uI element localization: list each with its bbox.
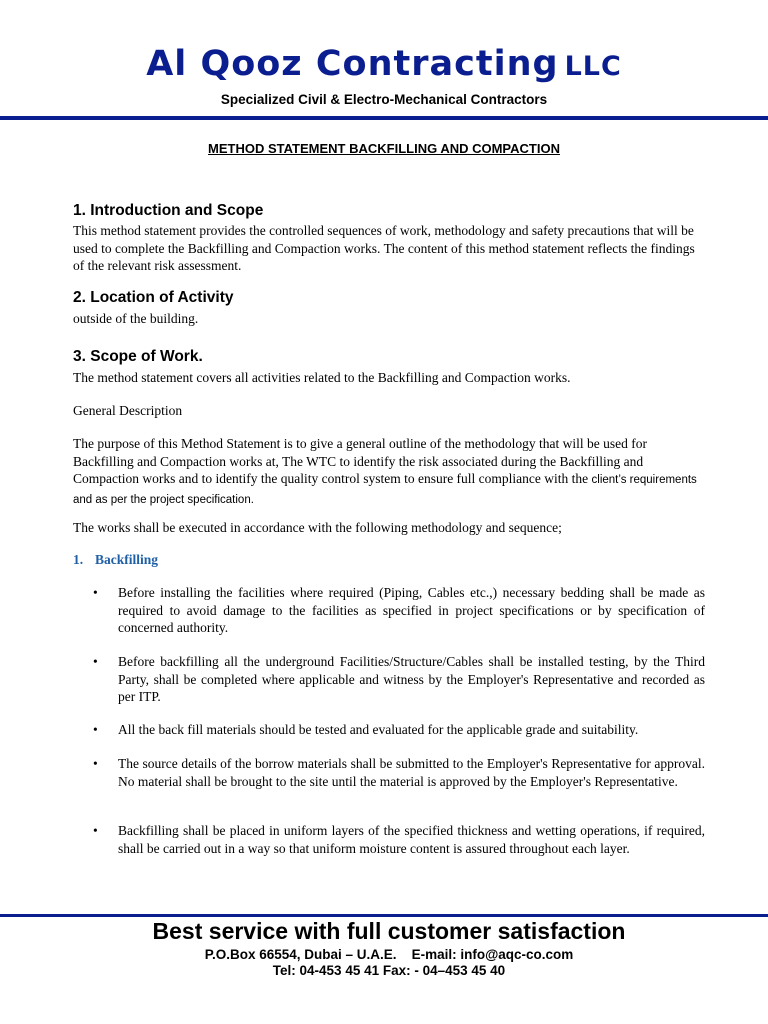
- header-divider: [0, 116, 768, 120]
- company-suffix: LLC: [564, 51, 622, 82]
- list-item: [73, 584, 705, 637]
- section-body-intro: This method statement provides the controlled sequences of work, methodology and safety precautions that will be used to complete the Backfilling and Compaction works. The content of this method statement reflects the findings of the relevant risk assessment.: [73, 223, 695, 273]
- list-item: [73, 721, 705, 739]
- list-item: [73, 653, 705, 706]
- footer-contact: Tel: 04-453 45 41 Fax: - 04–453 45 40: [272, 963, 506, 978]
- section-heading-scope: 3. Scope of Work.: [73, 348, 203, 365]
- section-body-scope: The method statement covers all activities related to the Backfilling and Compaction works.: [73, 370, 571, 385]
- list-item-text: Before backfilling all the underground Facilities/Structure/Cables shall be installed testing, by the Third Party, shall be completed where applicable and witness by the Employer's Representative and recorded as per ITP.: [118, 654, 705, 704]
- purpose-paragraph: [73, 435, 705, 509]
- sequence-paragraph: The works shall be executed in accordance with the following methodology and sequence;: [73, 520, 562, 535]
- bullet-icon: •: [93, 823, 98, 838]
- list-item: [73, 822, 705, 857]
- company-name: [0, 44, 768, 84]
- bullet-icon: •: [93, 722, 98, 737]
- backfilling-subheading: [73, 552, 158, 568]
- document-title: METHOD STATEMENT BACKFILLING AND COMPACTION: [208, 141, 560, 156]
- list-item-text: The source details of the borrow materials shall be submitted to the Employer's Representative for approval. No material shall be brought to the site until the material is approved by the Employer's Representative.: [118, 756, 705, 789]
- footer-divider: [0, 914, 768, 917]
- section-heading-intro: 1. Introduction and Scope: [73, 202, 264, 219]
- company-name-main: Al Qooz Contracting: [146, 44, 559, 84]
- section-heading-location: 2. Location of Activity: [73, 289, 234, 306]
- list-item: [73, 755, 705, 790]
- purpose-tail-text: client’s requirements and as per the project specification.: [73, 474, 697, 506]
- purpose-main-text: The purpose of this Method Statement is to give a general outline of the methodology that will be used for Backfilling and Compaction works at, The WTC to identify the risk associated during the Backfilling and Compaction works and to identify the quality control system to ensure full compliance with the: [73, 436, 648, 486]
- company-subtitle: Specialized Civil & Electro-Mechanical Contractors: [220, 92, 548, 107]
- backfilling-number: 1.: [73, 552, 84, 567]
- footer-address: P.O.Box 66554, Dubai – U.A.E. E-mail: info@aqc-co.com: [204, 947, 574, 962]
- section-body-location: outside of the building.: [73, 311, 199, 326]
- footer-tagline: Best service with full customer satisfaction: [152, 918, 626, 944]
- bullet-icon: •: [93, 585, 98, 600]
- bullet-icon: •: [93, 756, 98, 771]
- list-item-text: All the back fill materials should be tested and evaluated for the applicable grade and suitability.: [118, 722, 639, 737]
- list-item-text: Backfilling shall be placed in uniform layers of the specified thickness and wetting operations, if required, shall be carried out in a way so that uniform moisture content is assured throughout each layer.: [118, 823, 705, 856]
- list-item-text: Before installing the facilities where required (Piping, Cables etc.,) necessary bedding shall be made as required to avoid damage to the facilities as specified in project specifications or by specification of concerned authority.: [118, 585, 705, 635]
- bullet-icon: •: [93, 654, 98, 669]
- general-description-label: General Description: [73, 403, 183, 418]
- backfilling-heading: Backfilling: [95, 552, 159, 567]
